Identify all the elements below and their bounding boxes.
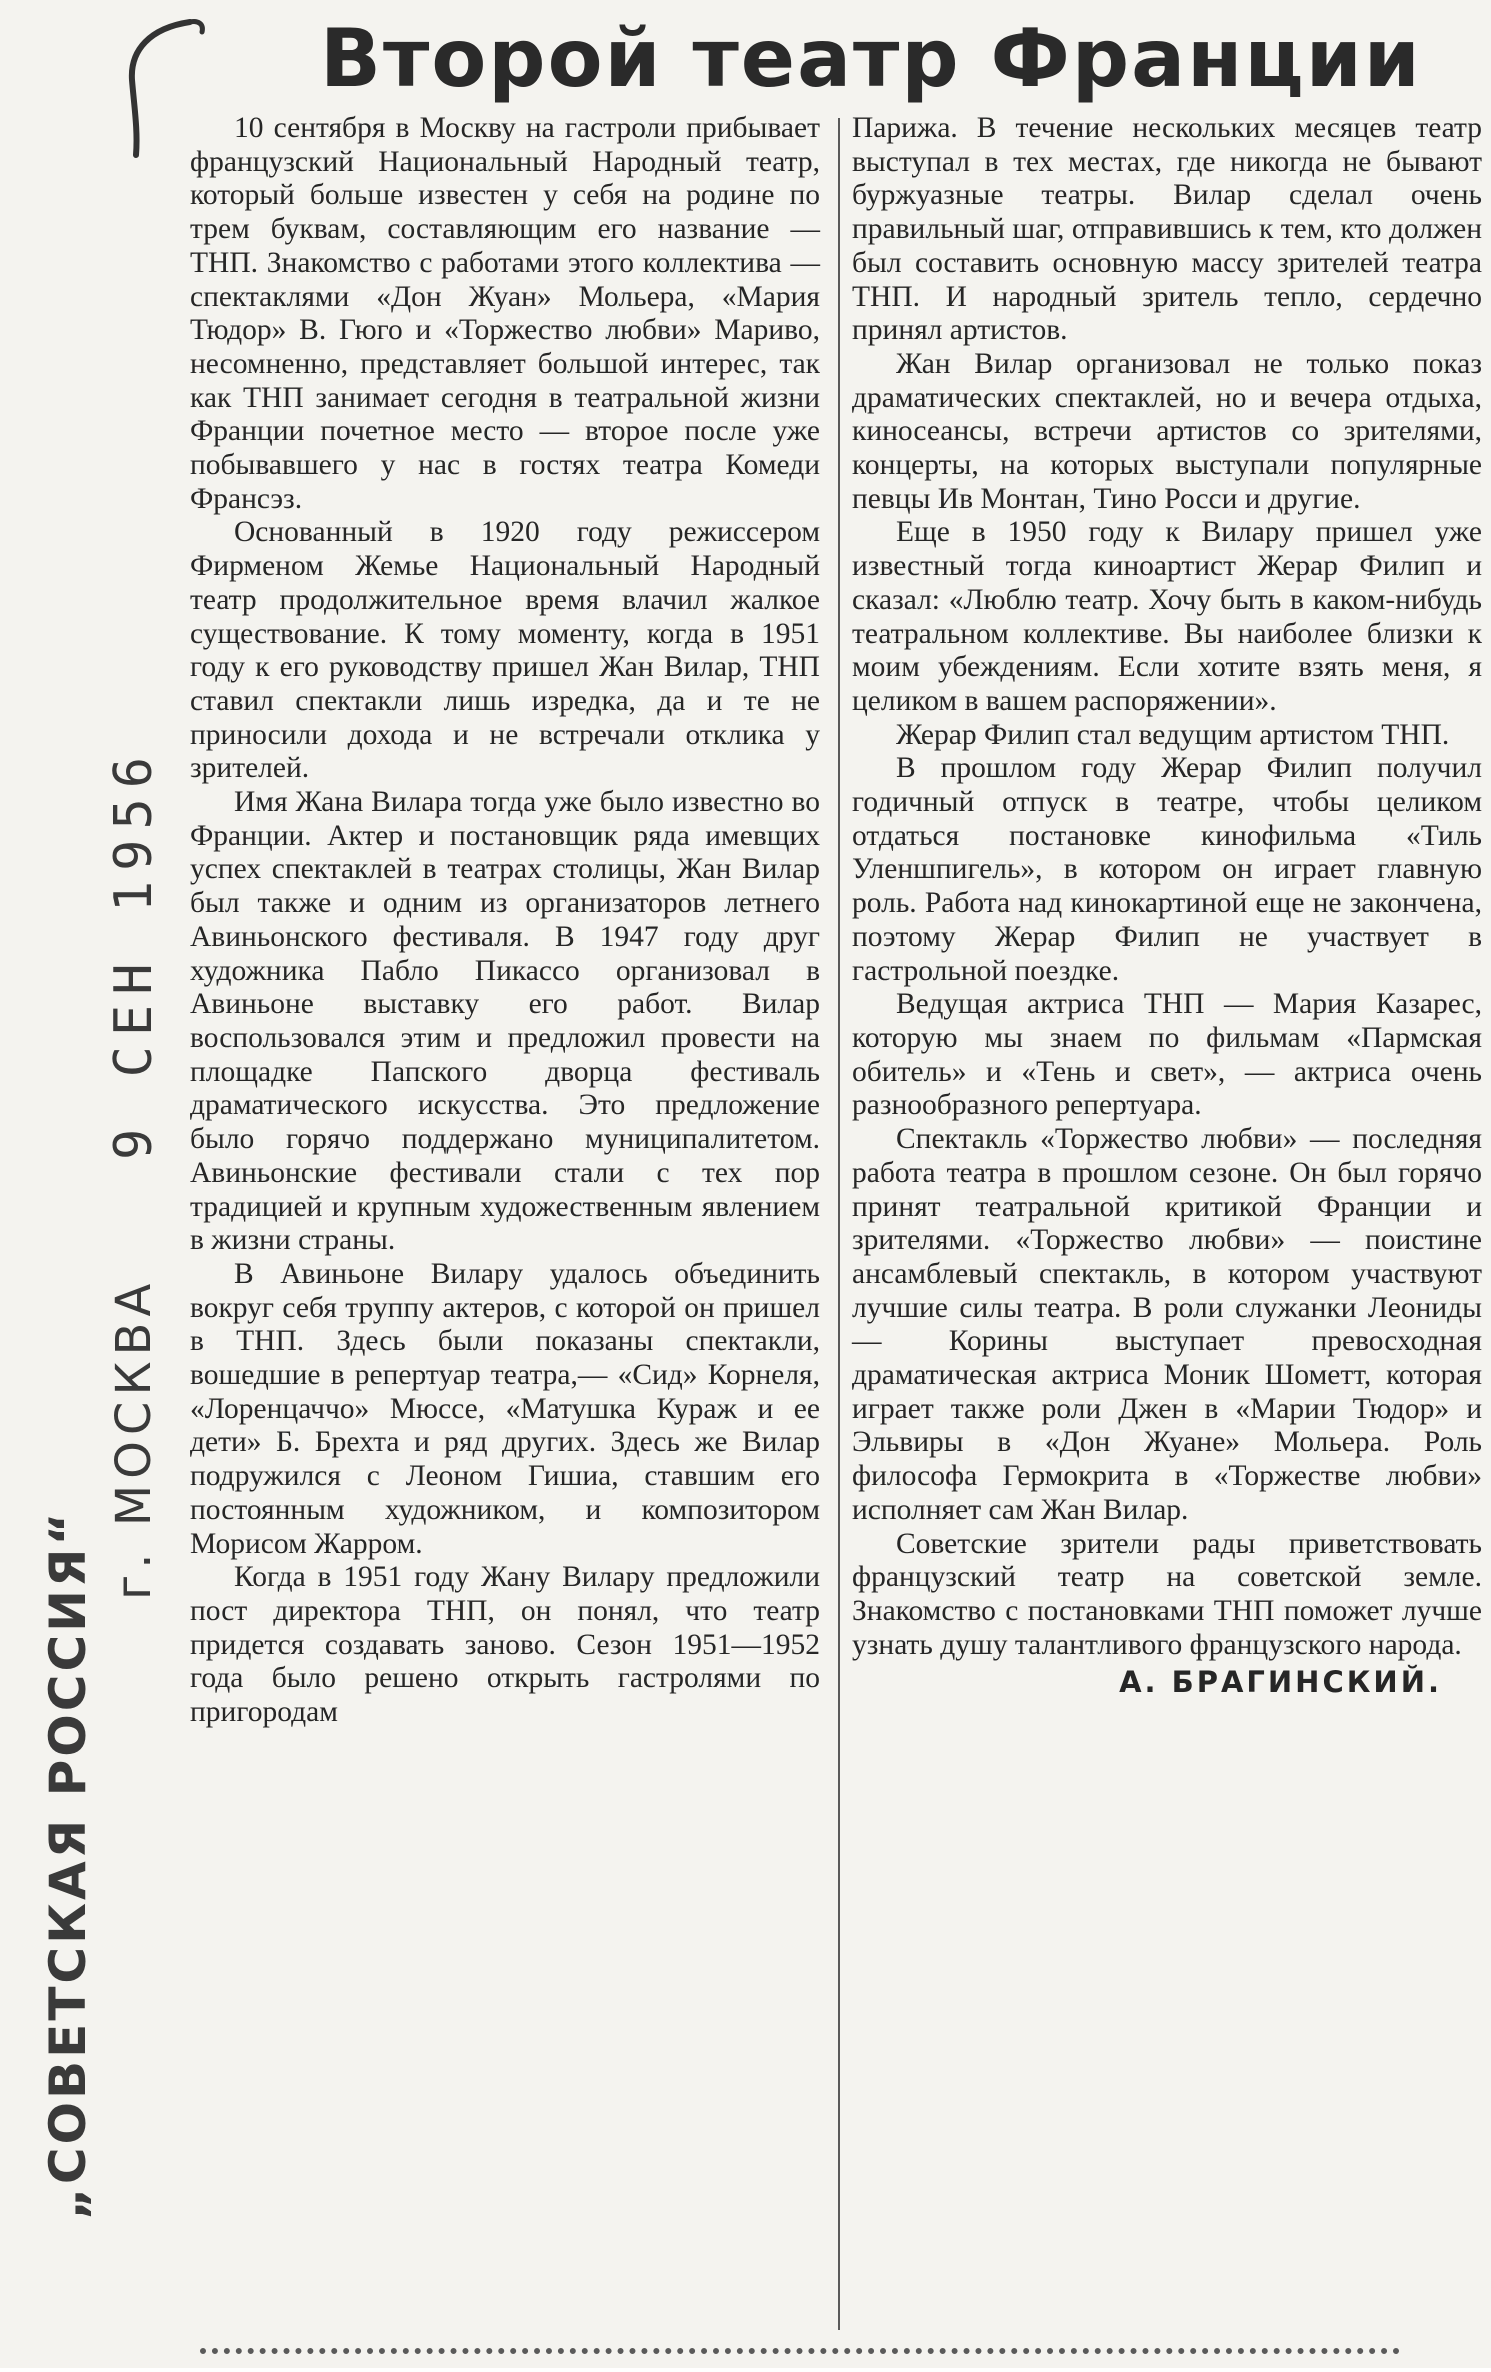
paragraph: Спектакль «Торжество любви» — последняя работа театра в прошлом сезоне. Он был горячо принят театральной критикой Франции и зрителями. «Торжество любви» — поистине ансамблевый спектакль, в котором участвуют лучшие силы театра. В роли служанки Леониды — Корины выступает превосходная драматическая актриса Моник Шометт, которая играет также роли Джен в «Марии Тюдор» и Эльвиры в «Дон Жуане» Мольера. Роль философа Гермокрита в «Торжестве любви» исполняет сам Жан Вилар. [852,1123,1482,1526]
paragraph: 10 сентября в Москву на гастроли прибывает французский Национальный Народный театр, который больше известен у себя на родине по трем буквам, составляющим его название — ТНП. Знакомство с работами этого коллектива — спектаклями «Дон Жуан» Мольера, «Мария Тюдор» В. Гюго и «Торжество любви» Мариво, несомненно, представляет большой интерес, так как ТНП занимает сегодня в театральной жизни Франции почетное место — второе после уже побывавшего у нас в гостях театра Комеди Франсэз. [190,112,820,515]
article-column-right [852,112,1482,1700]
article-headline: Второй театр Франции [320,12,1422,105]
paragraph: Ведущая актриса ТНП — Мария Казарес, которую мы знаем по фильмам «Пармская обитель» и «Тень и свет», — актриса очень разнообразного репертуара. [852,988,1482,1122]
paragraph: Жерар Филип стал ведущим артистом ТНП. [896,718,1450,751]
stamp-source-name: „СОВЕТСКАЯ РОССИЯ“ [39,1509,97,2220]
paragraph-continuation: Парижа. В течение нескольких месяцев театр выступал в тех местах, где никогда не бывают буржуазные театры. Вилар сделал очень правильный шаг, отправившись к тем, кто должен был составить основную массу зрителей театра ТНП. И народный зритель тепло, сердечно принял артистов. [852,112,1482,347]
paragraph: Жан Вилар организовал не только показ драматических спектаклей, но и вечера отдыха, киносеансы, встречи артистов со зрителями, концерты, на которых выступали популярные певцы Ив Монтан, Тино Росси и другие. [852,347,1482,515]
article-column-left [190,112,820,1730]
paragraph: Еще в 1950 году к Вилару пришел уже известный тогда киноартист Жерар Филип и сказал: «Люблю театр. Хочу быть в каком-нибудь театральном коллективе. Вы наиболее близки к моим убеждениям. Если хотите взять меня, я целиком в вашем распоряжении». [852,516,1482,717]
paragraph: В Авиньоне Вилару удалось объединить вокруг себя труппу актеров, с которой он пришел в ТНП. Здесь были показаны спектакли, вошедшие в репертуар театра,— «Сид» Корнеля, «Лоренцаччо» Мюссе, «Матушка Кураж и ее дети» Б. Брехта и ряд других. Здесь же Вилар подружился с Леоном Гишиа, ставшим его постоянным художником, и композитором Морисом Жарром. [190,1257,820,1560]
paragraph: В прошлом году Жерар Филип получил годичный отпуск в театре, чтобы целиком отдаться постановке кинофильма «Тиль Уленшпигель», в котором он играет главную роль. Работа над кинокартиной еще не закончена, поэтому Жерар Филип не участвует в гастрольной поездке. [852,752,1482,987]
paragraph: Когда в 1951 году Жану Вилару предложили пост директора ТНП, он понял, что театр придется создавать заново. Сезон 1951—1952 года было решено открыть гастролями по пригородам [190,1561,820,1729]
author-signature: А. БРАГИНСКИЙ. [1119,1665,1442,1700]
stamp-date: 9 СЕН 1956 [104,746,164,1160]
paragraph: Имя Жана Вилара тогда уже было известно во Франции. Актер и постановщик ряда имевщих успех спектаклей в театрах столицы, Жан Вилар был также и одним из организаторов летнего Авиньонского фестиваля. В 1947 году друг художника Пабло Пикассо организовал в Авиньоне выставку его работ. Вилар воспользовался этим и предложил провести на площадке Папского дворца фестиваль драматического искусства. Это предложение было горячо поддержано муниципалитетом. Авиньонские фестивали стали с тех пор традицией и крупным художественным явлением в жизни страны. [190,786,820,1257]
bottom-border [200,2348,1400,2372]
paragraph: Основанный в 1920 году режиссером Фирменом Жемье Национальный Народный театр продолжительное время влачил жалкое существование. К тому моменту, когда в 1951 году к его руководству пришел Жан Вилар, ТНП ставил спектакли лишь изредка, да и те не приносили дохода и не встречали отклика у зрителей. [190,516,820,785]
stamp-city: г. МОСКВА [106,1277,162,1600]
paragraph: Советские зрители рады приветствовать французский театр на советской земле. Знакомство с постановками ТНП поможет лучше узнать душу талантливого французского народа. [852,1527,1482,1661]
source-stamp [39,500,164,2220]
column-divider [838,118,840,2330]
